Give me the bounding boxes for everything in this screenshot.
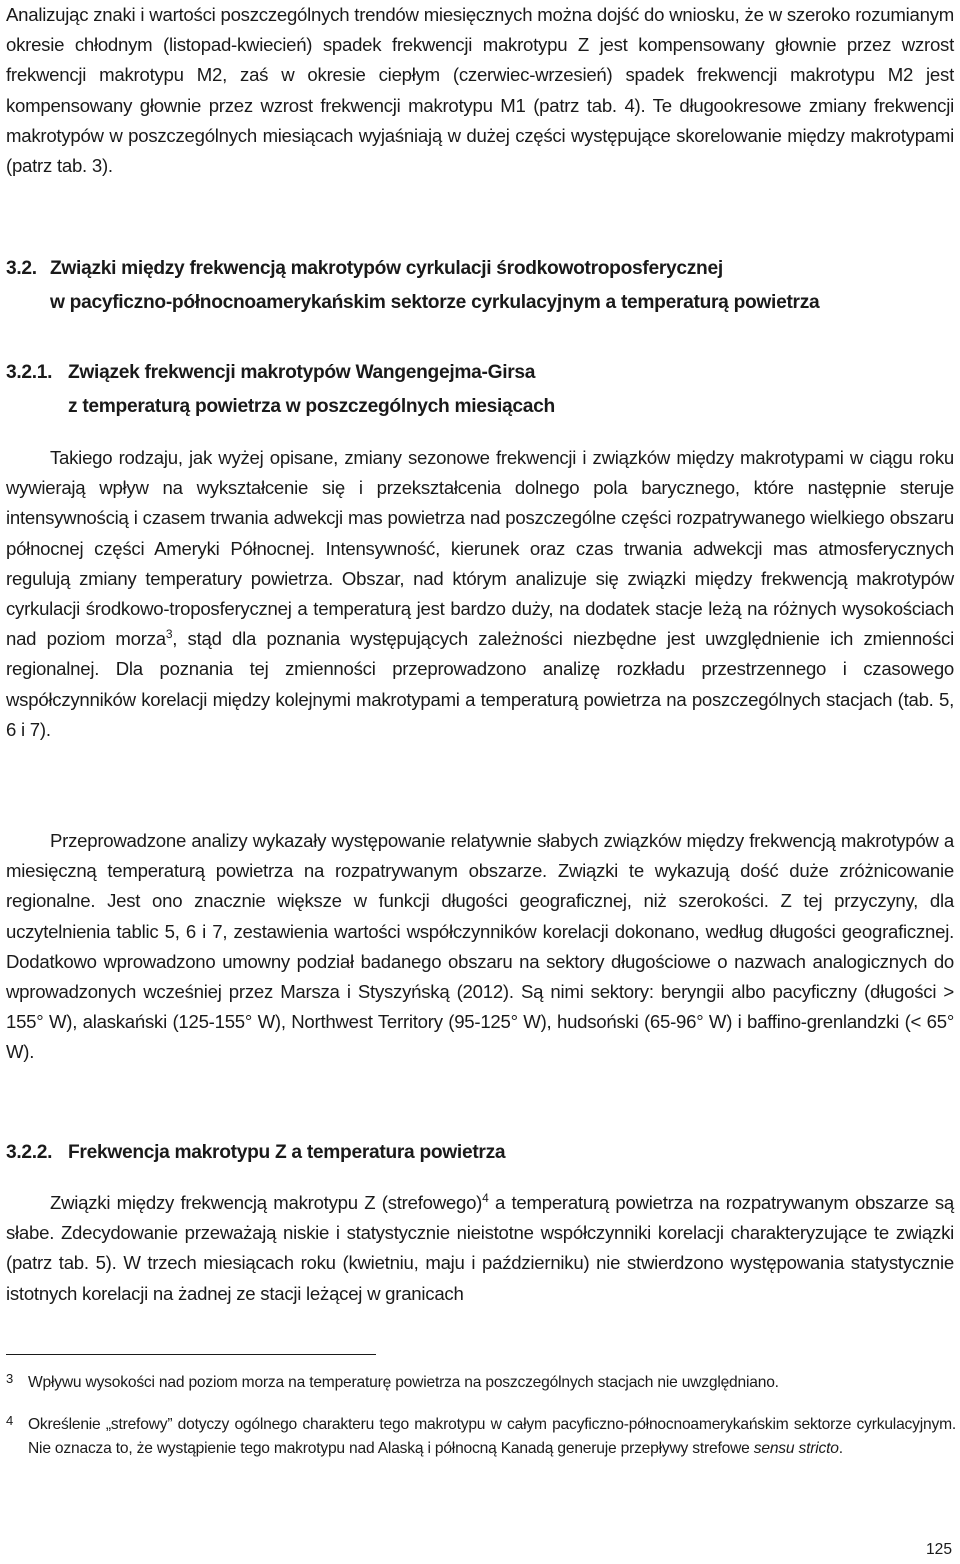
paragraph-text: Przeprowadzone analizy wykazały występowanie relatywnie słabych związków między frekwencją makrotypów a miesięczną temperaturą powietrza na rozpatrywanym obszarze. Związki te wykazują dość duże zróżnicowanie regionalne. Jest ono znacznie większe w funkcji długości geograficznej, niż szerokości. Z tej przyczyny, dla uczytelnienia tablic 5, 6 i 7, zestawienia wartości współczynników korelacji dokonano, według długości geograficznej. Dodatkowo wprowadzono umowny podział badanego obszaru na sektory długościowe o nazwach analogicznych do wprowadzonych wcześniej przez Marsza i Styszyńską (2012). Są nimi sektory: beryngii albo pacyficzny (długości > 155° W), alaskański (125-155° W), Northwest Territory (95-125° W), hudsoński (65-96° W) i baffino-grenlandzki (< 65° W). xyxy=(6,830,954,1063)
paragraph-text-tail: a temperaturą powietrza na rozpatrywanym obszarze są słabe. Zdecydowanie przeważają niskie i statystycznie nieistotne współczynniki korelacji charakteryzujące te związki (patrz tab. 5). W trzech miesiącach roku (kwietniu, maju i październiku) nie stwierdzono występowania statystycznie istotnych korelacji na żadnej ze stacji leżącej w granicach xyxy=(6,1192,954,1304)
paragraph-text: Związki między frekwencją makrotypu Z (strefowego) xyxy=(50,1192,483,1213)
section-heading-3-2 xyxy=(6,252,956,320)
footnote-text xyxy=(6,1413,956,1461)
footnote-ref-4: 4 xyxy=(482,1191,489,1205)
paragraph-trends-conclusion xyxy=(6,0,954,181)
footnote-text-end: . xyxy=(838,1440,843,1457)
heading-title: Frekwencja makrotypu Z a temperatura powietrza xyxy=(68,1142,506,1163)
heading-number: 3.2.2. xyxy=(6,1142,53,1163)
footnote-3 xyxy=(6,1371,956,1395)
paragraph-text-tail: , stąd dla poznania występujących zależności niezbędne jest uwzględnienie ich zmienności regionalnej. Dla poznania tej zmienności przeprowadzono analizę rozkładu przestrzennego i czasowego współczynników korelacji między kolejnymi makrotypami a temperaturą powietrza na poszczególnych stacjach (tab. 5, 6 i 7). xyxy=(6,628,954,740)
paragraph-text: Analizując znaki i wartości poszczególnych trendów miesięcznych można dojść do wniosku, że w szeroko rozumianym okresie chłodnym (listopad-kwiecień) spadek frekwencji makrotypu Z jest kompensowany głownie przez wzrost frekwencji makrotypu M2, zaś w okresie ciepłym (czerwiec-wrzesień) spadek frekwencji makrotypu M2 jest kompensowany głownie przez wzrost frekwencji makrotypu M1 (patrz tab. 4). Te długookresowe zmiany frekwencji makrotypów w poszczególnych miesiącach wyjaśniają w dużej części występujące skorelowanie między makrotypami (patrz tab. 3). xyxy=(6,4,954,177)
page-number: 125 xyxy=(925,1541,952,1558)
paragraph-macrotype-z xyxy=(6,1188,954,1309)
footnote-4 xyxy=(6,1413,956,1461)
heading-title-line2: z temperaturą powietrza w poszczególnych miesiącach xyxy=(68,396,555,417)
section-heading-3-2-1 xyxy=(6,356,956,424)
heading-title-line1: Związki między frekwencją makrotypów cyrkulacji środkowotroposferycznej xyxy=(50,258,723,279)
footnote-number: 3 xyxy=(6,1371,14,1386)
paragraph-text: Takiego rodzaju, jak wyżej opisane, zmiany sezonowe frekwencji i związków między makrotypami w ciągu roku wywierają wpływ na wykształcenie się i przekształcenia dolnego pola barycznego, które następnie steruje intensywnością i czasem trwania adwekcji mas powietrza nad poszczególne części rozpatrywanego wielkiego obszaru północnej części Ameryki Północnej. Intensywność, kierunek oraz czas trwania adwekcji mas atmosferycznych regulują zmiany temperatury powietrza. Obszar, nad którym analizuje się związki między frekwencją makrotypów cyrkulacji środkowo-troposferycznej a temperaturą jest bardzo duży, na dodatek stacje leżą na różnych wysokościach nad poziom morza xyxy=(6,447,954,650)
heading-number: 3.2. xyxy=(6,258,37,279)
footnote-divider xyxy=(6,1354,376,1355)
footnote-number: 4 xyxy=(6,1413,14,1428)
heading-title-line2: w pacyficzno-północnoamerykańskim sektorze cyrkulacyjnym a temperaturą powietrza xyxy=(50,292,820,313)
heading-title-line1: Związek frekwencji makrotypów Wangengejma-Girsa xyxy=(68,362,536,383)
footnote-ref-3: 3 xyxy=(165,627,173,642)
footnote-text-italic: sensu stricto xyxy=(753,1440,839,1457)
footnote-text-main: Określenie „strefowy” dotyczy ogólnego charakteru tego makrotypu w całym pacyficzno-północnoamerykańskim sektorze cyrkulacyjnym. Nie oznacza to, że wystąpienie tego makrotypu nad Alaską i północną Kanadą generuje przepływy strefowe xyxy=(28,1416,956,1457)
paragraph-seasonal-changes xyxy=(6,443,954,745)
paragraph-analysis-results xyxy=(6,826,954,1068)
section-heading-3-2-2 xyxy=(6,1136,956,1170)
heading-number: 3.2.1. xyxy=(6,362,53,383)
footnote-text: Wpływu wysokości nad poziom morza na temperaturę powietrza na poszczególnych stacjach nie uwzględniano. xyxy=(28,1374,779,1391)
